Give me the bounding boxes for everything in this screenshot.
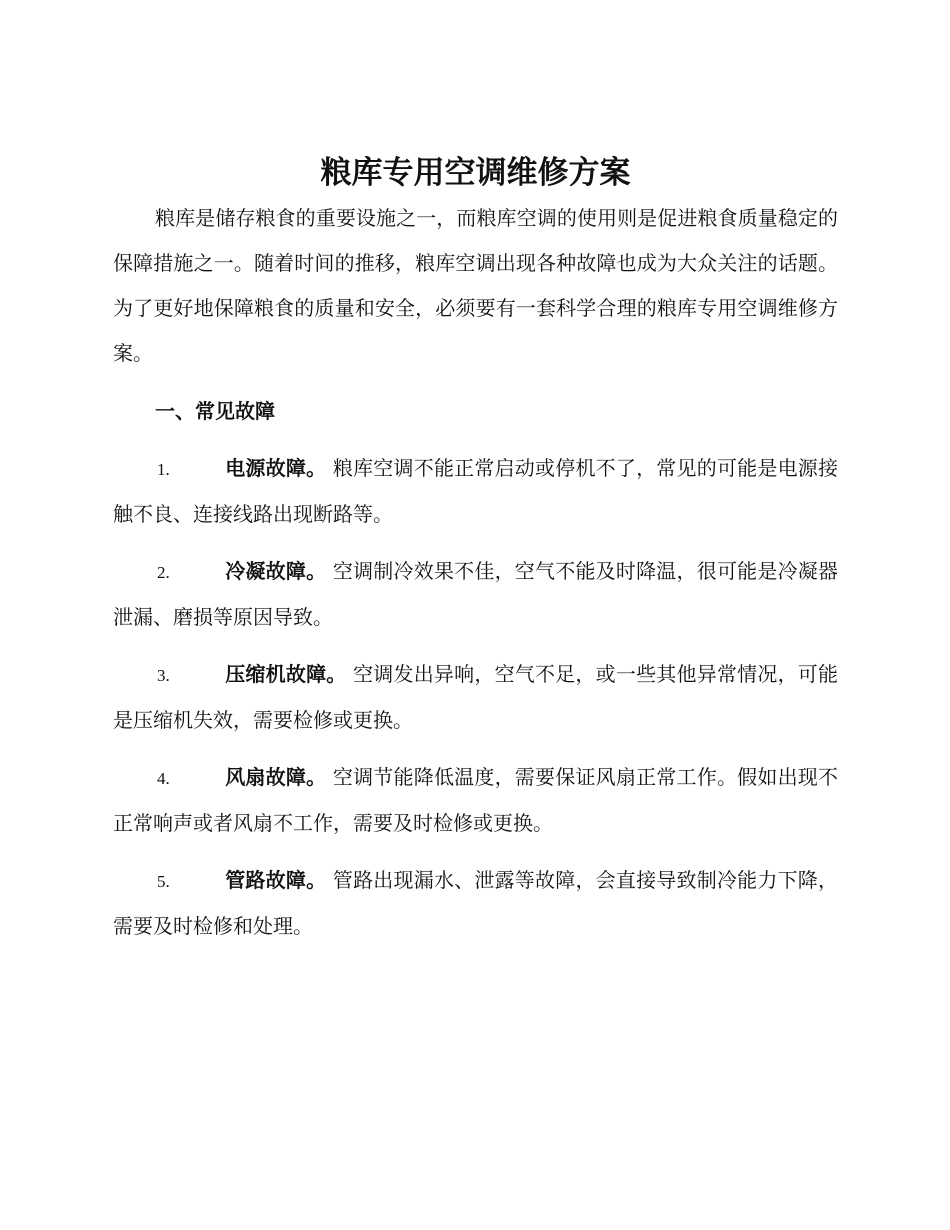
fault-number: 1. (157, 460, 170, 479)
fault-item-power (113, 446, 838, 537)
fault-name: 压缩机故障。 (225, 662, 347, 686)
fault-number: 4. (157, 769, 170, 788)
fault-name: 风扇故障。 (225, 765, 327, 789)
fault-description: 空调制冷效果不佳，空气不能及时降温，很可能是冷凝器泄漏、磨损等原因导致。 (113, 559, 839, 629)
fault-description: 空调节能降低温度，需要保证风扇正常工作。假如出现不正常响声或者风扇不工作，需要及时检修或更换。 (113, 765, 839, 835)
intro-paragraph: 粮库是储存粮食的重要设施之一，而粮库空调的使用则是促进粮食质量稳定的保障措施之一。随着时间的推移，粮库空调出现各种故障也成为大众关注的话题。为了更好地保障粮食的质量和安全，必须要有一套科学合理的粮库专用空调维修方案。 (113, 206, 838, 365)
document-title: 粮库专用空调维修方案 (320, 155, 631, 191)
fault-name: 电源故障。 (225, 456, 327, 480)
fault-item-fan (113, 755, 838, 846)
fault-item-compressor (113, 652, 838, 743)
fault-description: 空调发出异响，空气不足，或一些其他异常情况，可能是压缩机失效，需要检修或更换。 (113, 662, 839, 732)
section-heading: 一、常见故障 (155, 399, 275, 423)
fault-name: 管路故障。 (225, 868, 327, 892)
fault-list (113, 446, 838, 949)
fault-name: 冷凝故障。 (225, 559, 327, 583)
fault-number: 2. (157, 563, 170, 582)
fault-description: 粮库空调不能正常启动或停机不了，常见的可能是电源接触不良、连接线路出现断路等。 (113, 456, 839, 526)
fault-number: 3. (157, 666, 170, 685)
document-page (113, 150, 838, 961)
fault-item-condenser (113, 549, 838, 640)
fault-item-pipeline (113, 858, 838, 949)
fault-description: 管路出现漏水、泄露等故障，会直接导致制冷能力下降，需要及时检修和处理。 (113, 868, 839, 938)
fault-number: 5. (157, 872, 170, 891)
